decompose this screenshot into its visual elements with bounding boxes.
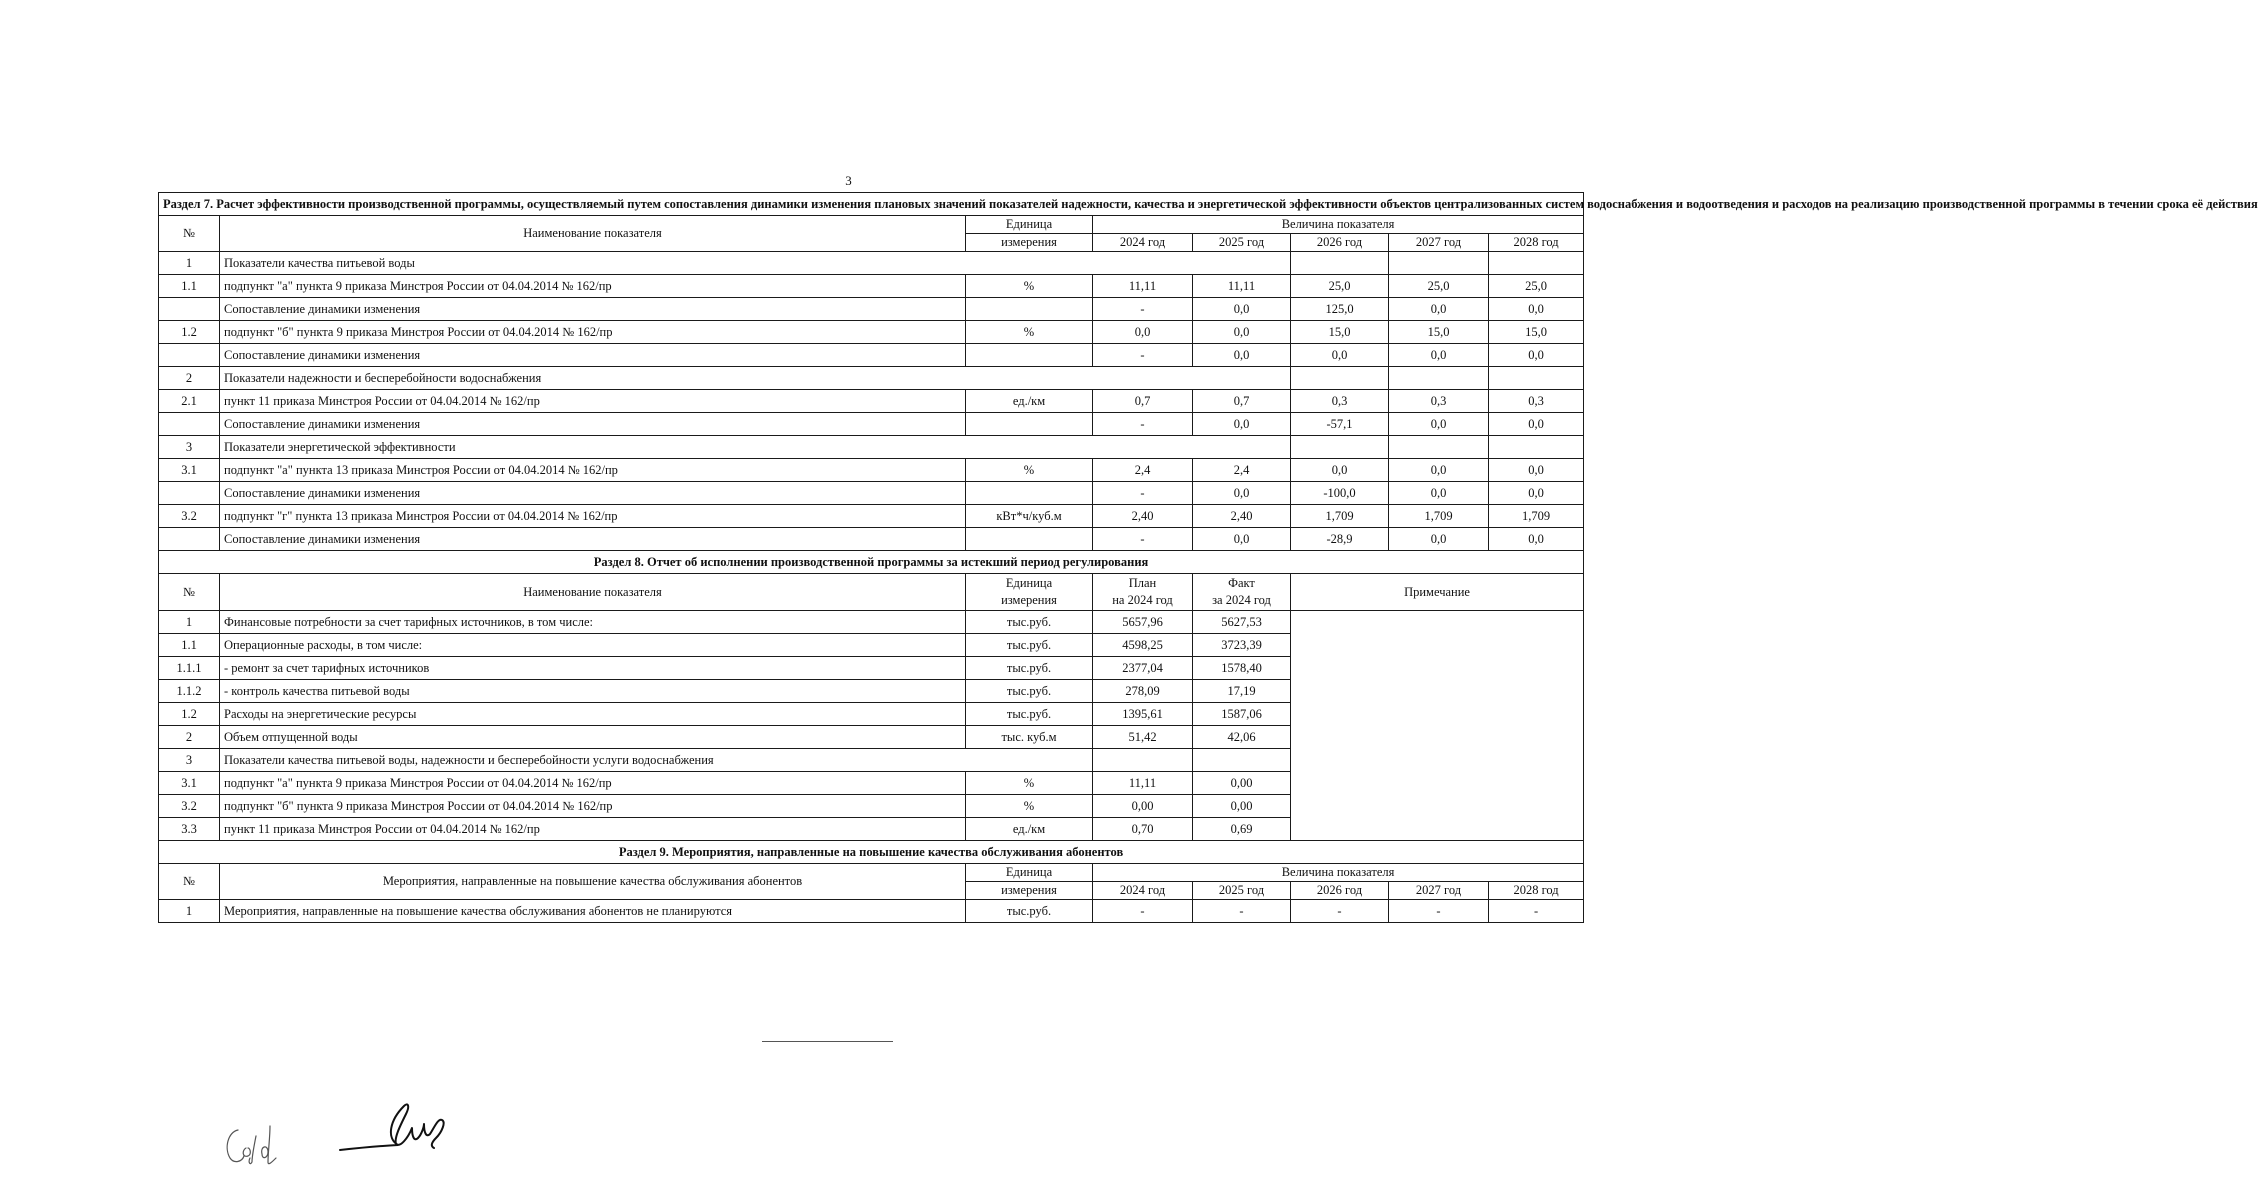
column-header-unit: Единица — [966, 216, 1093, 234]
page-number: 3 — [845, 173, 852, 188]
plan-value: 11,11 — [1093, 772, 1193, 795]
indicator-name: подпункт "г" пункта 13 приказа Минстроя России от 04.04.2014 № 162/пр — [220, 505, 966, 528]
value-cell: 0,0 — [1389, 344, 1489, 367]
column-header-year: 2028 год — [1489, 882, 1584, 900]
value-cell: - — [1489, 900, 1584, 923]
unit-cell — [966, 413, 1093, 436]
header-line: на 2024 год — [1112, 593, 1173, 607]
empty-cell — [1291, 252, 1389, 275]
table-row — [159, 344, 1584, 367]
value-cell: 0,0 — [1489, 528, 1584, 551]
header-line: за 2024 год — [1212, 593, 1271, 607]
unit-cell: % — [966, 275, 1093, 298]
column-header-year: 2025 год — [1193, 234, 1291, 252]
value-cell: 0,0 — [1193, 413, 1291, 436]
row-number — [159, 298, 220, 321]
value-cell: 25,0 — [1291, 275, 1389, 298]
table-row — [159, 298, 1584, 321]
value-cell: 2,4 — [1193, 459, 1291, 482]
plan-value: 1395,61 — [1093, 703, 1193, 726]
value-cell: 0,0 — [1389, 459, 1489, 482]
column-header-year: 2025 год — [1193, 882, 1291, 900]
table-row — [159, 459, 1584, 482]
column-header-value: Величина показателя — [1093, 864, 1584, 882]
unit-cell: кВт*ч/куб.м — [966, 505, 1093, 528]
value-cell: 0,0 — [1193, 344, 1291, 367]
row-number: 3.3 — [159, 818, 220, 841]
value-cell: 0,0 — [1389, 482, 1489, 505]
empty-cell — [1291, 436, 1389, 459]
empty-cell — [1489, 436, 1584, 459]
indicator-name: - ремонт за счет тарифных источников — [220, 657, 966, 680]
column-header-year: 2027 год — [1389, 234, 1489, 252]
row-number — [159, 344, 220, 367]
row-number: 1.1 — [159, 275, 220, 298]
value-cell: 0,0 — [1291, 344, 1389, 367]
row-number: 2.1 — [159, 390, 220, 413]
group-title: Показатели качества питьевой воды — [220, 252, 1291, 275]
indicator-name: пункт 11 приказа Минстроя России от 04.04.2014 № 162/пр — [220, 390, 966, 413]
value-cell: 0,0 — [1093, 321, 1193, 344]
table-row — [159, 367, 1584, 390]
value-cell: 0,3 — [1389, 390, 1489, 413]
fact-value: 1587,06 — [1193, 703, 1291, 726]
value-cell: 0,0 — [1389, 298, 1489, 321]
unit-cell: % — [966, 321, 1093, 344]
row-number: 1 — [159, 900, 220, 923]
value-cell: 1,709 — [1291, 505, 1389, 528]
header-line: План — [1128, 576, 1157, 590]
value-cell: - — [1093, 900, 1193, 923]
row-number — [159, 482, 220, 505]
value-cell: 11,11 — [1193, 275, 1291, 298]
value-cell: 2,40 — [1093, 505, 1193, 528]
column-header-plan — [1093, 574, 1193, 611]
indicator-name: Сопоставление динамики изменения — [220, 344, 966, 367]
indicator-name: Сопоставление динамики изменения — [220, 298, 966, 321]
fact-value: 1578,40 — [1193, 657, 1291, 680]
value-cell: 0,0 — [1489, 459, 1584, 482]
indicator-name: Сопоставление динамики изменения — [220, 413, 966, 436]
value-cell: 0,0 — [1489, 298, 1584, 321]
indicator-name: пункт 11 приказа Минстроя России от 04.04.2014 № 162/пр — [220, 818, 966, 841]
column-header-year: 2024 год — [1093, 234, 1193, 252]
indicator-name: подпункт "б" пункта 9 приказа Минстроя России от 04.04.2014 № 162/пр — [220, 321, 966, 344]
column-header-unit: измерения — [966, 234, 1093, 252]
value-cell: 1,709 — [1389, 505, 1489, 528]
value-cell: 2,40 — [1193, 505, 1291, 528]
plan-value: 278,09 — [1093, 680, 1193, 703]
row-number: 1 — [159, 252, 220, 275]
table-row — [159, 275, 1584, 298]
fact-value: 0,00 — [1193, 772, 1291, 795]
indicator-name: Финансовые потребности за счет тарифных источников, в том числе: — [220, 611, 966, 634]
column-header-num: № — [159, 216, 220, 252]
fact-value: 0,69 — [1193, 818, 1291, 841]
header-line: измерения — [1001, 593, 1057, 607]
value-cell: -100,0 — [1291, 482, 1389, 505]
value-cell: 0,0 — [1489, 482, 1584, 505]
row-number: 3 — [159, 749, 220, 772]
column-header-year: 2027 год — [1389, 882, 1489, 900]
value-cell: 0,0 — [1193, 482, 1291, 505]
fact-value: 0,00 — [1193, 795, 1291, 818]
table-row — [159, 505, 1584, 528]
indicator-name: подпункт "а" пункта 13 приказа Минстроя России от 04.04.2014 № 162/пр — [220, 459, 966, 482]
section9-title: Раздел 9. Мероприятия, направленные на повышение качества обслуживания абонентов — [159, 841, 1584, 864]
section7-title-row — [159, 193, 1584, 216]
value-cell: 0,0 — [1389, 413, 1489, 436]
value-cell: 1,709 — [1489, 505, 1584, 528]
unit-cell: % — [966, 795, 1093, 818]
value-cell: 0,0 — [1193, 321, 1291, 344]
table-row — [159, 482, 1584, 505]
fact-value: 42,06 — [1193, 726, 1291, 749]
value-cell: 0,3 — [1489, 390, 1584, 413]
column-header-note: Примечание — [1291, 574, 1584, 611]
fact-value: 5627,53 — [1193, 611, 1291, 634]
fact-value: 17,19 — [1193, 680, 1291, 703]
value-cell: - — [1093, 482, 1193, 505]
indicator-name: - контроль качества питьевой воды — [220, 680, 966, 703]
initials-signature — [222, 1118, 288, 1170]
value-cell: -28,9 — [1291, 528, 1389, 551]
unit-cell — [966, 298, 1093, 321]
column-header-year: 2026 год — [1291, 234, 1389, 252]
value-cell: - — [1093, 344, 1193, 367]
indicator-name: подпункт "а" пункта 9 приказа Минстроя России от 04.04.2014 № 162/пр — [220, 772, 966, 795]
unit-cell: тыс.руб. — [966, 680, 1093, 703]
row-number: 2 — [159, 367, 220, 390]
row-number: 1.1.1 — [159, 657, 220, 680]
column-header-year: 2028 год — [1489, 234, 1584, 252]
column-header-unit: Единица — [966, 864, 1093, 882]
indicator-name: Сопоставление динамики изменения — [220, 528, 966, 551]
value-cell: - — [1093, 528, 1193, 551]
row-number: 1.1 — [159, 634, 220, 657]
empty-cell — [1389, 367, 1489, 390]
row-number — [159, 413, 220, 436]
section7-title: Раздел 7. Расчет эффективности производственной программы, осуществляемый путем сопоставления динамики изменения плановых значений показателей надежности, качества и энергетической эффективности объектов централизованных систем водоснабжения и водоотведения и расходов на реализацию производственной программы в течении срока её действия — [159, 193, 1584, 216]
section9-title-row — [159, 841, 1584, 864]
table-row — [159, 528, 1584, 551]
header-line: Единица — [1005, 576, 1053, 590]
value-cell: - — [1093, 413, 1193, 436]
value-cell: - — [1093, 298, 1193, 321]
plan-value: 0,00 — [1093, 795, 1193, 818]
row-number: 1.2 — [159, 703, 220, 726]
empty-cell — [1193, 749, 1291, 772]
value-cell: 0,7 — [1193, 390, 1291, 413]
empty-cell — [1389, 436, 1489, 459]
column-header-name: Наименование показателя — [220, 574, 966, 611]
value-cell: 0,0 — [1193, 298, 1291, 321]
plan-value: 0,70 — [1093, 818, 1193, 841]
unit-cell: тыс.руб. — [966, 634, 1093, 657]
column-header-value: Величина показателя — [1093, 216, 1584, 234]
value-cell: 25,0 — [1389, 275, 1489, 298]
indicator-name: подпункт "а" пункта 9 приказа Минстроя России от 04.04.2014 № 162/пр — [220, 275, 966, 298]
value-cell: 2,4 — [1093, 459, 1193, 482]
empty-cell — [1093, 749, 1193, 772]
value-cell: 0,7 — [1093, 390, 1193, 413]
note-cell — [1291, 611, 1584, 841]
row-number: 3 — [159, 436, 220, 459]
column-header-num: № — [159, 864, 220, 900]
empty-cell — [1291, 367, 1389, 390]
row-number: 2 — [159, 726, 220, 749]
report-table-body — [159, 193, 2258, 923]
column-header-name: Мероприятия, направленные на повышение качества обслуживания абонентов — [220, 864, 966, 900]
row-number: 3.2 — [159, 795, 220, 818]
table-row — [159, 413, 1584, 436]
indicator-name: Объем отпущенной воды — [220, 726, 966, 749]
unit-cell: тыс.руб. — [966, 703, 1093, 726]
table-row — [159, 390, 1584, 413]
unit-cell: тыс.руб. — [966, 900, 1093, 923]
unit-cell: % — [966, 459, 1093, 482]
row-number — [159, 528, 220, 551]
row-number: 3.1 — [159, 459, 220, 482]
table-row — [159, 611, 1584, 634]
section7-header-row — [159, 216, 1584, 234]
plan-value: 2377,04 — [1093, 657, 1193, 680]
column-header-num: № — [159, 574, 220, 611]
value-cell: 0,0 — [1489, 413, 1584, 436]
section8-title: Раздел 8. Отчет об исполнении производственной программы за истекший период регулирования — [159, 551, 1584, 574]
unit-cell — [966, 528, 1093, 551]
row-number: 1.2 — [159, 321, 220, 344]
value-cell: 25,0 — [1489, 275, 1584, 298]
unit-cell: ед./км — [966, 390, 1093, 413]
value-cell: 15,0 — [1389, 321, 1489, 344]
value-cell: 0,0 — [1291, 459, 1389, 482]
unit-cell — [966, 482, 1093, 505]
header-line: Факт — [1228, 576, 1255, 590]
row-number: 1 — [159, 611, 220, 634]
column-header-year: 2026 год — [1291, 882, 1389, 900]
column-header-name: Наименование показателя — [220, 216, 966, 252]
value-cell: - — [1389, 900, 1489, 923]
plan-value: 5657,96 — [1093, 611, 1193, 634]
column-header-unit — [966, 574, 1093, 611]
empty-cell — [1489, 252, 1584, 275]
indicator-name: Сопоставление динамики изменения — [220, 482, 966, 505]
value-cell: 0,0 — [1389, 528, 1489, 551]
activity-name: Мероприятия, направленные на повышение качества обслуживания абонентов не планируются — [220, 900, 966, 923]
table-row — [159, 900, 1584, 923]
closing-line — [762, 1041, 893, 1042]
value-cell: 15,0 — [1291, 321, 1389, 344]
handwritten-signature — [338, 1098, 468, 1158]
value-cell: -57,1 — [1291, 413, 1389, 436]
section8-header-row — [159, 574, 1584, 611]
value-cell: 0,0 — [1193, 528, 1291, 551]
row-number: 1.1.2 — [159, 680, 220, 703]
value-cell: 0,3 — [1291, 390, 1389, 413]
table-row — [159, 436, 1584, 459]
value-cell: - — [1291, 900, 1389, 923]
indicator-name: подпункт "б" пункта 9 приказа Минстроя России от 04.04.2014 № 162/пр — [220, 795, 966, 818]
unit-cell: ед./км — [966, 818, 1093, 841]
group-title: Показатели энергетической эффективности — [220, 436, 1291, 459]
report-table — [158, 192, 2258, 923]
indicator-name: Операционные расходы, в том числе: — [220, 634, 966, 657]
empty-cell — [1389, 252, 1489, 275]
table-row — [159, 321, 1584, 344]
fact-value: 3723,39 — [1193, 634, 1291, 657]
value-cell: 0,0 — [1489, 344, 1584, 367]
section8-title-row — [159, 551, 1584, 574]
row-number: 3.1 — [159, 772, 220, 795]
unit-cell: % — [966, 772, 1093, 795]
value-cell: - — [1193, 900, 1291, 923]
unit-cell: тыс. куб.м — [966, 726, 1093, 749]
section9-header-row — [159, 864, 1584, 882]
plan-value: 51,42 — [1093, 726, 1193, 749]
value-cell: 11,11 — [1093, 275, 1193, 298]
column-header-year: 2024 год — [1093, 882, 1193, 900]
indicator-name: Расходы на энергетические ресурсы — [220, 703, 966, 726]
value-cell: 15,0 — [1489, 321, 1584, 344]
plan-value: 4598,25 — [1093, 634, 1193, 657]
unit-cell: тыс.руб. — [966, 611, 1093, 634]
unit-cell — [966, 344, 1093, 367]
value-cell: 125,0 — [1291, 298, 1389, 321]
group-title: Показатели надежности и бесперебойности водоснабжения — [220, 367, 1291, 390]
column-header-unit: измерения — [966, 882, 1093, 900]
column-header-fact — [1193, 574, 1291, 611]
empty-cell — [1489, 367, 1584, 390]
group-title: Показатели качества питьевой воды, надежности и бесперебойности услуги водоснабжения — [220, 749, 1093, 772]
unit-cell: тыс.руб. — [966, 657, 1093, 680]
table-row — [159, 252, 1584, 275]
row-number: 3.2 — [159, 505, 220, 528]
